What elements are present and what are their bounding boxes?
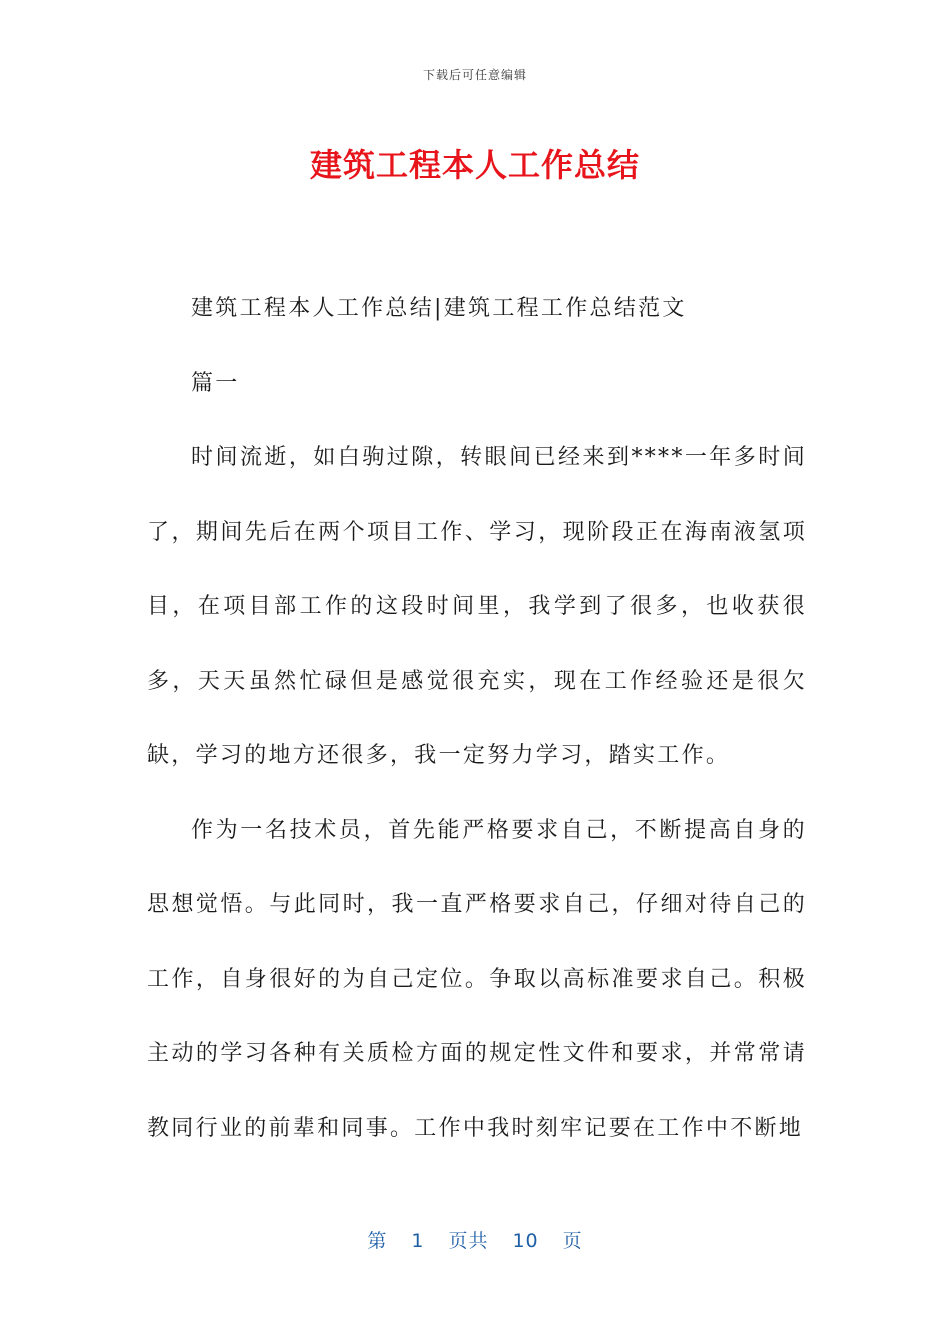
footer-label-end: 页: [562, 1230, 583, 1252]
footer-current-page: 1: [411, 1230, 425, 1252]
page-footer: [0, 1226, 950, 1253]
paragraph-section-label: 篇一: [191, 370, 240, 396]
paragraph-subtitle: 建筑工程本人工作总结|建筑工程工作总结范文: [191, 296, 687, 321]
document-title: 建筑工程本人工作总结: [309, 146, 640, 184]
footer-label-page: 第: [367, 1230, 388, 1252]
paragraph-1: 时间流逝，如白驹过隙，转眼间已经来到****一年多时间了，期间先后在两个项目工作、学习，现阶段正在海南液氢项目，在项目部工作的这段时间里，我学到了很多，也收获很多，天天虽然忙碌但是感觉很充实，现在工作经验还是很欠缺，学习的地方还很多，我一定努力学习，踏实工作。: [147, 445, 807, 768]
footer-label-total: 页共: [448, 1230, 489, 1252]
document-body: [147, 272, 807, 1166]
footer-total-pages: 10: [512, 1230, 539, 1252]
header-note: 下载后可任意编辑: [422, 68, 527, 82]
paragraph-2: 作为一名技术员，首先能严格要求自己，不断提高自身的思想觉悟。与此同时，我一直严格要求自己，仔细对待自己的工作，自身很好的为自己定位。争取以高标准要求自己。积极主动的学习各种有关质检方面的规定性文件和要求，并常常请教同行业的前辈和同事。工作中我时刻牢记要在工作中不断地: [147, 817, 807, 1141]
